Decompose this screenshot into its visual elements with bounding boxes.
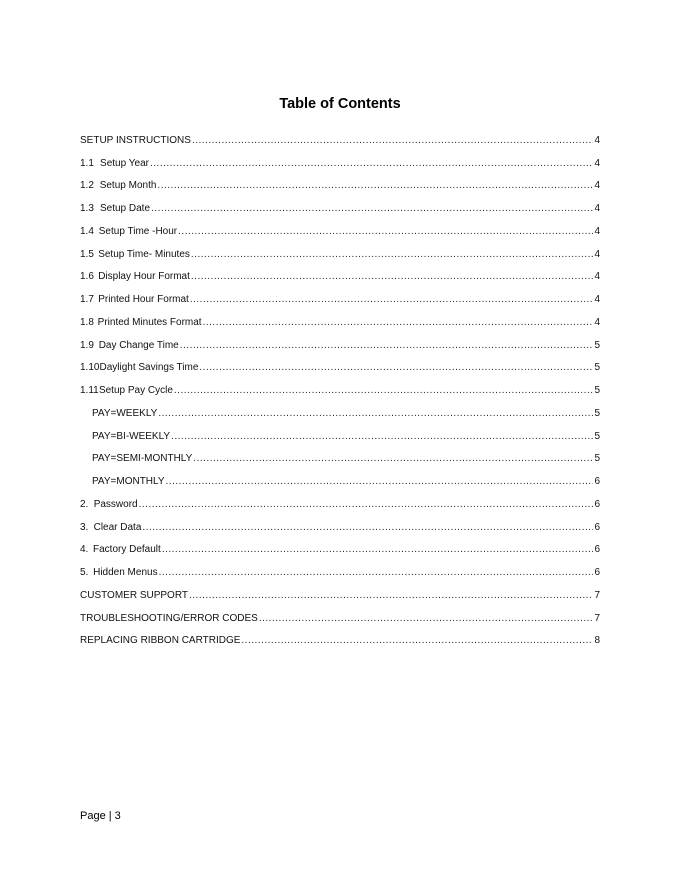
toc-entry-number: 1.10 [80,362,100,374]
toc-entry[interactable] [80,584,600,607]
toc-entry-title: CUSTOMER SUPPORT [80,589,188,601]
toc-entry-number: 1.2 [80,180,94,192]
toc-entry-title: Display Hour Format [98,271,190,283]
toc-entry-title: PAY=BI-WEEKLY [92,430,171,442]
toc-entry-page: 5 [594,339,600,351]
toc-dot-leader [150,158,593,169]
toc-entry-page: 6 [594,544,600,556]
toc-dot-leader [171,431,593,442]
toc-entry-number: 1.4 [80,225,94,237]
toc-dot-leader [180,340,594,351]
toc-entry-title: PAY=MONTHLY [92,476,165,488]
toc-entry[interactable] [80,539,600,562]
toc-entry-number: 1.3 [80,203,94,215]
toc-entry-page: 4 [594,180,600,192]
toc-entry[interactable] [80,197,600,220]
toc-entry-page: 7 [594,589,600,601]
toc-entry-page: 7 [594,612,600,624]
toc-entry-page: 8 [594,635,600,647]
toc-entry-title: Factory Default [93,544,161,556]
toc-dot-leader [159,567,594,578]
toc-dot-leader [158,408,593,419]
toc-dot-leader [191,249,594,260]
toc-entry[interactable] [80,220,600,243]
toc-dot-leader [178,226,593,237]
toc-dot-leader [192,135,594,146]
toc-entry-page: 4 [594,316,600,328]
toc-dot-leader [189,590,593,601]
toc-entry-title: PAY=SEMI-MONTHLY [92,453,193,465]
toc-entry-page: 4 [594,157,600,169]
toc-entry-title: Setup Date [99,203,151,215]
toc-entry-title: Printed Hour Format [98,294,189,306]
toc-entry[interactable] [80,470,600,493]
toc-entry-page: 4 [594,134,600,146]
toc-entry-page: 5 [594,385,600,397]
toc-entry[interactable] [80,493,600,516]
toc-entry-title: Setup Pay Cycle [98,385,173,397]
toc-entry[interactable] [80,607,600,630]
toc-dot-leader [241,635,593,646]
toc-entry-page: 6 [594,476,600,488]
toc-entry[interactable] [80,630,600,653]
toc-entry[interactable] [80,152,600,175]
toc-entry-title: Day Change Time [98,339,179,351]
toc-dot-leader [190,294,594,305]
toc-dot-leader [139,499,594,510]
toc-entry-number: 3. [80,521,89,533]
toc-entry-title: Setup Time -Hour [98,225,178,237]
toc-entry-number: 1.6 [80,271,94,283]
toc-entry[interactable] [80,516,600,539]
toc-entry-title: Password [93,498,138,510]
toc-entry[interactable] [80,266,600,289]
toc-entry-title: REPLACING RIBBON CARTRIDGE [80,635,241,647]
toc-entry[interactable] [80,311,600,334]
toc-entry-title: Setup Time- Minutes [98,248,190,260]
toc-entry-page: 4 [594,225,600,237]
toc-entry[interactable] [80,402,600,425]
toc-entry-number: 1.1 [80,157,94,169]
toc-entry[interactable] [80,561,600,584]
toc-entry-title: Daylight Savings Time [99,362,199,374]
toc-dot-leader [259,613,594,624]
toc-entry-page: 5 [594,430,600,442]
toc-entry[interactable] [80,448,600,471]
toc-entry[interactable] [80,379,600,402]
toc-entry-number: 4. [80,544,89,556]
toc-entry-page: 5 [594,453,600,465]
toc-dot-leader [193,453,593,464]
toc-entry-page: 6 [594,567,600,579]
toc-entry[interactable] [80,243,600,266]
toc-title: Table of Contents [279,96,401,112]
toc-entry-page: 6 [594,498,600,510]
toc-dot-leader [162,544,594,555]
toc-dot-leader [191,271,594,282]
toc-entry-title: TROUBLESHOOTING/ERROR CODES [80,612,258,624]
toc-entry-page: 4 [594,203,600,215]
toc-entry-title: Clear Data [93,521,142,533]
toc-entry-title: PAY=WEEKLY [92,407,158,419]
toc-dot-leader [142,522,593,533]
toc-entry[interactable] [80,425,600,448]
toc-dot-leader [151,203,593,214]
toc-entry-title: Printed Minutes Format [97,316,202,328]
toc-entry[interactable] [80,288,600,311]
page-footer: Page | 3 [80,810,121,822]
toc-entry-page: 5 [594,407,600,419]
toc-entry-page: 4 [594,294,600,306]
toc-entry-page: 4 [594,271,600,283]
toc-entry-number: 1.8 [80,316,94,328]
toc-entry[interactable] [80,175,600,198]
toc-entry-page: 6 [594,521,600,533]
toc-entry-number: 2. [80,498,89,510]
toc-entry[interactable] [80,357,600,380]
toc-dot-leader [199,362,593,373]
toc-entry-title: Setup Year [100,157,149,169]
toc-entry-number: 1.7 [80,294,94,306]
toc-entry-title: SETUP INSTRUCTIONS [80,134,191,146]
toc-entry-title: Setup Month [99,180,157,192]
toc-entry[interactable] [80,334,600,357]
toc-entry-number: 1.9 [80,339,94,351]
toc-entry-number: 1.11 [80,385,99,397]
toc-entry-page: 5 [594,362,600,374]
toc-entry[interactable] [80,129,600,152]
toc-dot-leader [174,385,594,396]
toc-entry-number: 1.5 [80,248,94,260]
toc-entry-page: 4 [594,248,600,260]
toc-entry-number: 5. [80,567,89,579]
toc-dot-leader [203,317,594,328]
toc-dot-leader [157,180,593,191]
toc-entry-title: Hidden Menus [93,567,158,579]
toc-dot-leader [166,476,594,487]
toc-list [80,129,600,652]
